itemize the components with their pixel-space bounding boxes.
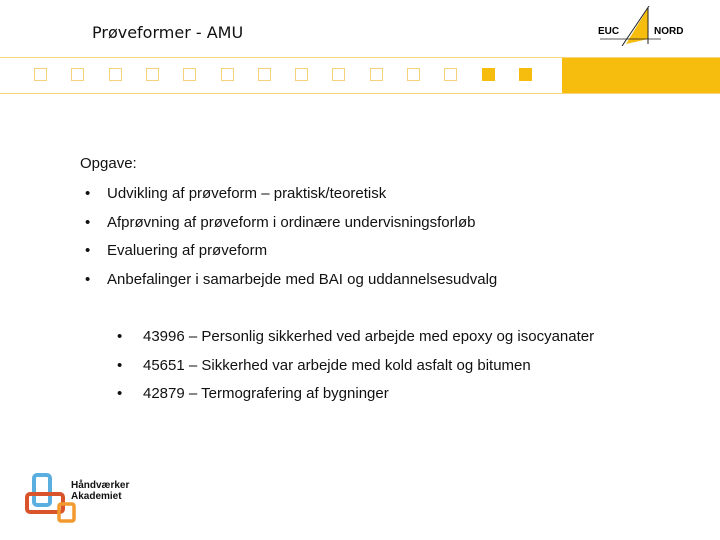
bullet-item: Anbefalinger i samarbejde med BAI og uddannelsesudvalg — [107, 271, 498, 289]
bullet-icon: • — [85, 213, 91, 231]
handvaerker-akademiet-logo — [24, 472, 139, 527]
bullet-item: Udvikling af prøveform – praktisk/teoretisk — [107, 185, 387, 202]
decorative-square — [519, 68, 532, 81]
decorative-square — [34, 68, 47, 81]
sub-bullet-item: 42879 – Termografering af bygninger — [143, 385, 389, 403]
bullet-item: Afprøvning af prøveform i ordinære undervisningsforløb — [107, 213, 476, 231]
sub-bullet-item: 45651 – Sikkerhed var arbejde med kold asfalt og bitumen — [143, 356, 531, 374]
decorative-band — [0, 57, 720, 94]
decorative-square — [407, 68, 420, 81]
logo-text-left: EUC — [598, 26, 620, 37]
logo-line-1: Håndværker — [71, 480, 130, 491]
logo-line-2: Akademiet — [71, 491, 122, 502]
decorative-square — [370, 68, 383, 81]
bullet-icon: • — [117, 356, 123, 374]
bullet-icon: • — [85, 242, 91, 260]
bullet-icon: • — [117, 328, 123, 345]
bullet-icon: • — [85, 271, 91, 289]
decorative-square — [221, 68, 234, 81]
decorative-square — [146, 68, 159, 81]
bullet-item: Evaluering af prøveform — [107, 242, 268, 260]
decorative-square — [332, 68, 345, 81]
euc-nord-logo — [596, 6, 696, 46]
band-fill — [562, 58, 720, 93]
bullet-icon: • — [117, 385, 123, 403]
decorative-square — [482, 68, 495, 81]
logo-text-right: NORD — [654, 26, 684, 37]
sub-bullet-item: 43996 – Personlig sikkerhed ved arbejde med epoxy og isocyanater — [143, 328, 595, 345]
decorative-square — [109, 68, 122, 81]
decorative-square — [258, 68, 271, 81]
decorative-square — [183, 68, 196, 81]
decorative-square — [71, 68, 84, 81]
content-heading: Opgave: — [80, 155, 137, 172]
bullet-icon: • — [85, 185, 91, 202]
slide-title: Prøveformer - AMU — [92, 23, 244, 42]
decorative-square — [444, 68, 457, 81]
decorative-square — [295, 68, 308, 81]
